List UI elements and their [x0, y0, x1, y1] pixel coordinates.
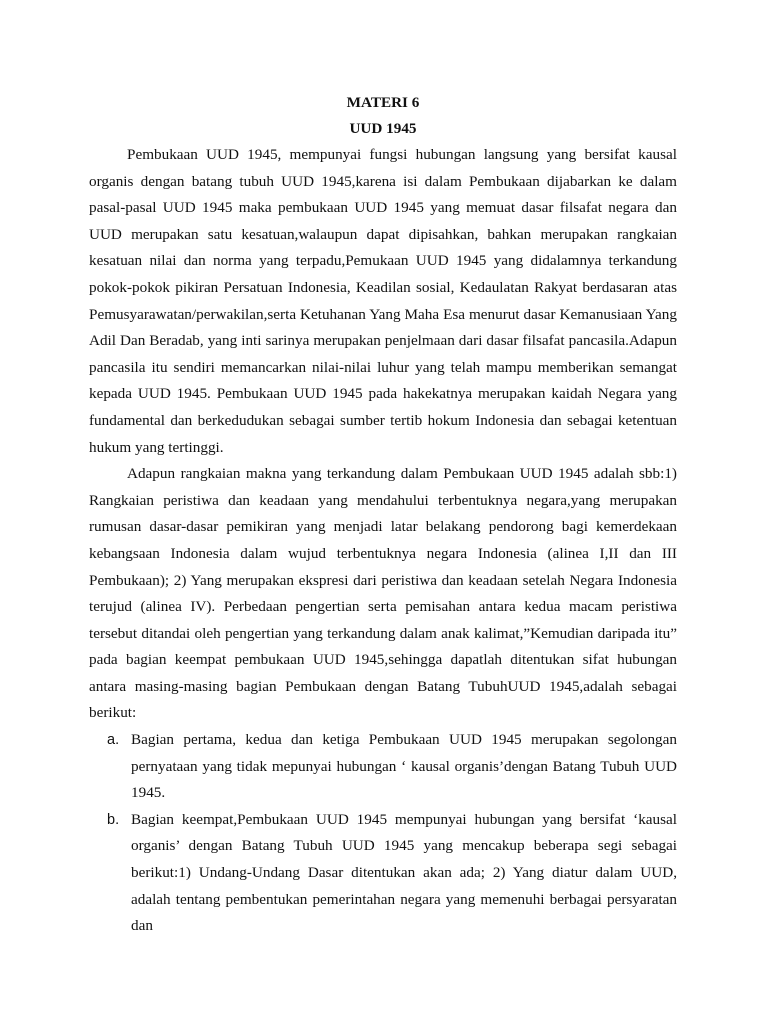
- list-item-b: [89, 807, 677, 940]
- paragraph-2: Adapun rangkaian makna yang terkandung dalam Pembukaan UUD 1945 adalah sbb:1) Rangkaian peristiwa dan keadaan yang mendahului terbentuknya negara,yang merupakan rumusan dasar-dasar pemikiran yang menjadi latar belakang pendorong bagi kemerdekaan kebangsaan Indonesia dalam wujud terbentuknya negara Indonesia (alinea I,II dan III Pembukaan); 2) Yang merupakan ekspresi dari peristiwa dan keadaan setelah Negara Indonesia terujud (alinea IV). Perbedaan pengertian serta pemisahan antara kedua macam peristiwa tersebut ditandai oleh pengertian yang terkandung dalam anak kalimat,”Kemudian daripada itu” pada bagian keempat pembukaan UUD 1945,sehingga dapatlah ditentukan sifat hubungan antara masing-masing bagian Pembukaan dengan Batang TubuhUUD 1945,adalah sebagai berikut:: [89, 465, 677, 722]
- list-marker-b: b.: [107, 811, 120, 828]
- list-item-b-text: Bagian keempat,Pembukaan UUD 1945 mempunyai hubungan yang bersifat ‘kausal organis’ dengan Batang Tubuh UUD 1945 yang mencakup beberapa segi sebagai berikut:1) Undang-Undang Dasar ditentukan akan ada; 2) Yang diatur dalam UUD, adalah tentang pembentukan pemerintahan negara yang memenuhi berbagai persyaratan dan: [131, 810, 677, 935]
- list-item-a: [89, 727, 677, 807]
- ordered-list: [89, 727, 677, 940]
- document-page: [89, 90, 677, 940]
- paragraph-1: Pembukaan UUD 1945, mempunyai fungsi hubungan langsung yang bersifat kausal organis dengan batang tubuh UUD 1945,karena isi dalam Pembukaan dijabarkan ke dalam pasal-pasal UUD 1945 maka pembukaan UUD 1945 yang memuat dasar filsafat negara dan UUD merupakan satu kesatuan,walaupun dapat dipisahkan, bahkan merupakan rangkaian kesatuan nilai dan norma yang terpadu,Pemukaan UUD 1945 yang didalamnya terkandung pokok-pokok pikiran Persatuan Indonesia, Keadilan sosial, Kedaulatan Rakyat berdasaran atas Pemusyarawatan/perwakilan,serta Ketuhanan Yang Maha Esa menurut dasar Kemanusiaan Yang Adil Dan Beradab, yang inti sarinya merupakan penjelmaan dari dasar filsafat pancasila.Adapun pancasila itu sendiri memancarkan nilai-nilai luhur yang telah mampu memberikan semangat kepada UUD 1945. Pembukaan UUD 1945 pada hakekatnya merupakan kaidah Negara yang fundamental dan berkedudukan sebagai sumber tertib hokum Indonesia dan sebagai ketentuan hukum yang tertinggi.: [89, 146, 677, 456]
- document-title: MATERI 6: [346, 94, 420, 111]
- list-item-a-text: Bagian pertama, kedua dan ketiga Pembukaan UUD 1945 merupakan segolongan pernyataan yang tidak mepunyai hubungan ‘ kausal organis’dengan Batang Tubuh UUD 1945.: [131, 731, 677, 802]
- list-marker-a: a.: [107, 732, 120, 749]
- document-subtitle: UUD 1945: [349, 120, 417, 137]
